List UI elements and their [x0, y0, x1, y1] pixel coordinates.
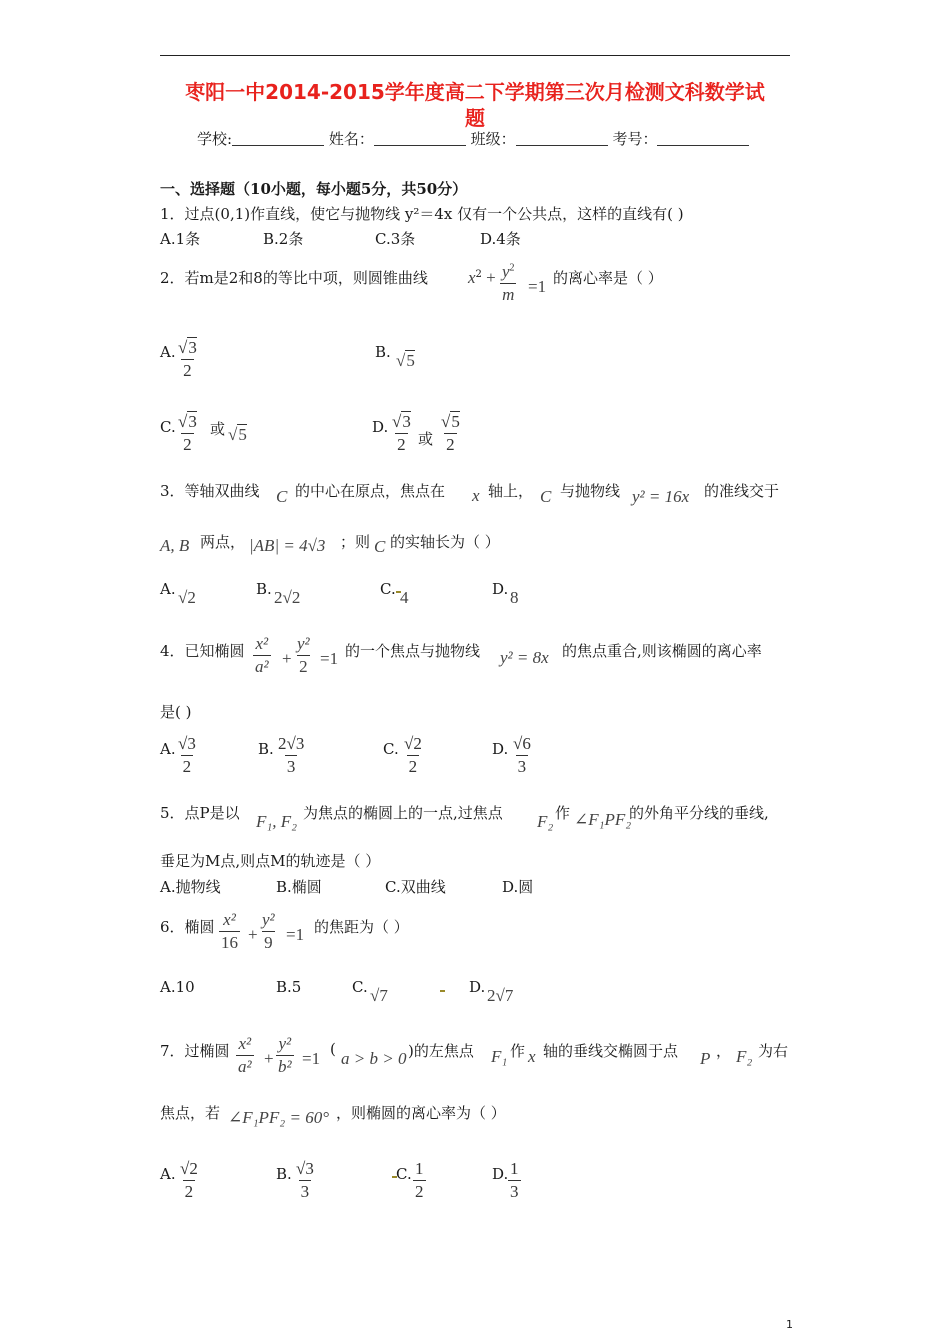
q4-option-d-value: $\frac{√6}{3}$ — [513, 734, 531, 776]
question-6-text-b: 的焦距为（ ） — [314, 918, 409, 936]
name-label: 姓名： — [328, 130, 374, 148]
q7-symbol-x: x — [528, 1047, 536, 1066]
q4-fraction-y: $\frac{\text{y²}}{2}$ — [297, 634, 310, 676]
q3-symbol-x: x — [472, 486, 480, 505]
q4-option-a-value: $\frac{√3}{2}$ — [178, 734, 196, 776]
q3-symbol-c2: C — [540, 487, 552, 506]
q7-fraction-y: $\frac{\text{y²}}{\text{b²}}$ — [278, 1034, 292, 1076]
question-6-text-a: 6．椭圆 — [160, 918, 215, 936]
q3-parabola: y² = 16x — [632, 487, 690, 506]
q7-focus-f1: F₁ — [491, 1047, 508, 1066]
q2-option-c-label: C. — [160, 418, 176, 436]
q2-conic-equation: $x^2$ + — [468, 268, 496, 287]
school-blank[interactable] — [232, 131, 324, 146]
question-3-text-e: 的准线交于 — [704, 482, 780, 500]
q7-point-p: P — [700, 1049, 711, 1068]
q2-option-d-value2: $\frac{√5}{2}$ — [441, 412, 460, 454]
q7-option-d-label: D. — [492, 1165, 509, 1183]
q7-option-c-label: C. — [396, 1165, 412, 1183]
q4-fraction-x: $\frac{\text{x²}}{\text{a²}}$ — [255, 634, 269, 676]
q2-option-b-label: B. — [375, 343, 391, 361]
q2-option-c-value2: √5 — [228, 425, 247, 444]
q7-plus: + — [264, 1049, 274, 1068]
q4-option-b-value: $\frac{2√3}{3}$ — [278, 734, 305, 776]
question-7-text-h: 焦点，若 — [160, 1104, 221, 1122]
stray-mark — [440, 990, 445, 992]
q2-option-a-value: $\frac{√3}{2}$ — [178, 338, 197, 380]
q7-angle: ∠F₁PF₂ = 60° — [228, 1108, 329, 1127]
q6-option-d-label: D. — [469, 978, 486, 996]
header-rule — [160, 55, 790, 56]
q7-focus-f2: F₂ — [736, 1047, 753, 1066]
q4-plus: + — [282, 649, 292, 668]
q6-option-d-value: 2√7 — [487, 986, 514, 1005]
q2-eq-rhs: =1 — [528, 277, 547, 296]
q3-symbol-c: C — [276, 487, 288, 506]
question-7-text-f: ， — [716, 1042, 732, 1060]
q2-option-c-or: 或 — [210, 420, 226, 438]
question-7-text-e: 轴的垂线交椭圆于点 — [543, 1042, 679, 1060]
q3-option-b-label: B. — [256, 580, 272, 598]
q6-option-c-label: C. — [352, 978, 368, 996]
q7-option-d-value: $\frac{1}{3}$ — [510, 1159, 519, 1201]
q3-abs-ab: |AB| = 4√3 — [249, 536, 326, 555]
q6-plus: + — [248, 925, 258, 944]
q4-option-c-value: $\frac{√2}{2}$ — [404, 734, 422, 776]
question-7-text-b: ( — [330, 1040, 336, 1058]
class-blank[interactable] — [516, 131, 608, 146]
question-2-tail: 的离心率是（ ） — [553, 269, 663, 287]
q6-fraction-x: $\frac{\text{x²}}{16}$ — [221, 910, 238, 952]
question-3-text-c: 轴上， — [488, 482, 534, 500]
q5-focus-f2: F₂ — [537, 812, 554, 831]
q7-fraction-x: $\frac{\text{x²}}{\text{a²}}$ — [238, 1034, 252, 1076]
q3-symbol-c3: C — [374, 537, 386, 556]
question-1: 1．过点(0,1)作直线，使它与抛物线 y²＝4x 仅有一个公共点，这样的直线有( ) — [160, 205, 684, 223]
q6-eq-rhs: =1 — [286, 925, 305, 944]
name-blank[interactable] — [374, 131, 466, 146]
q6-fraction-y: $\frac{\text{y²}}{9}$ — [262, 910, 275, 952]
q3-option-c-value: 4 — [400, 588, 409, 607]
q3-option-c-label: C. — [380, 580, 396, 598]
q5-option-c: C.双曲线 — [385, 878, 446, 896]
question-7-text-g: 为右 — [758, 1042, 789, 1060]
page-title-cont: 题 — [465, 106, 485, 130]
question-7-text-d: 作 — [510, 1042, 526, 1060]
exam-no-blank[interactable] — [657, 131, 749, 146]
question-3-text-g: ；则 — [340, 533, 371, 551]
exam-no-label: 考号： — [612, 130, 658, 148]
q3-option-b-value: 2√2 — [274, 588, 301, 607]
q7-condition: a > b > 0 — [341, 1049, 407, 1068]
page-title: 枣阳一中2014-2015学年度高二下学期第三次月检测文科数学试 — [185, 80, 765, 104]
q3-points-ab: A, B — [160, 536, 190, 555]
question-5-text-e: 垂足为M点,则点M的轨迹是（ ） — [160, 852, 381, 870]
q5-foci: F₁, F₂ — [256, 812, 298, 831]
question-4-text-b: 的一个焦点与抛物线 — [345, 642, 481, 660]
q7-option-b-label: B. — [276, 1165, 292, 1183]
question-4-text-a: 4．已知椭圆 — [160, 642, 245, 660]
q5-option-b: B.椭圆 — [276, 878, 322, 896]
q1-option-c: C.3条 — [375, 230, 416, 248]
q7-option-b-value: $\frac{√3}{3}$ — [296, 1159, 314, 1201]
question-7-text-c: )的左焦点 — [408, 1042, 474, 1060]
q4-option-c-label: C. — [383, 740, 399, 758]
question-2-text: 2．若m是2和8的等比中项，则圆锥曲线 — [160, 269, 428, 287]
question-5-text-d: 的外角平分线的垂线, — [629, 804, 769, 822]
q7-option-a-value: $\frac{√2}{2}$ — [180, 1159, 198, 1201]
q2-option-d-or: 或 — [418, 430, 434, 448]
q3-option-a-label: A. — [160, 580, 176, 598]
q2-option-a-label: A. — [160, 343, 176, 361]
q3-option-d-label: D. — [492, 580, 509, 598]
q6-option-c-value: √7 — [370, 986, 388, 1005]
q2-option-b-value: √5 — [396, 351, 415, 370]
question-3-text-d: 与抛物线 — [560, 482, 621, 500]
question-3-text-a: 3．等轴双曲线 — [160, 482, 260, 500]
q7-option-c-value: $\frac{1}{2}$ — [415, 1159, 424, 1201]
q4-option-a-label: A. — [160, 740, 176, 758]
page-number: 1 — [786, 1318, 793, 1331]
question-3-text-f: 两点， — [200, 533, 246, 551]
q4-eq-rhs: =1 — [320, 649, 339, 668]
q4-option-d-label: D. — [492, 740, 509, 758]
q1-option-b: B.2条 — [263, 230, 304, 248]
q2-option-c-value1: $\frac{√3}{2}$ — [178, 412, 197, 454]
q4-parabola: y² = 8x — [500, 648, 549, 667]
q1-option-a: A.1条 — [160, 230, 201, 248]
q5-option-d: D.圆 — [502, 878, 534, 896]
school-label: 学校: — [197, 130, 233, 148]
q5-angle: ∠F₁PF₂ — [574, 810, 632, 829]
question-4-text-c: 的焦点重合,则该椭圆的离心率 — [562, 642, 762, 660]
q3-option-a-value: √2 — [178, 588, 196, 607]
q7-option-a-label: A. — [160, 1165, 176, 1183]
q7-eq-rhs: =1 — [302, 1049, 321, 1068]
q5-option-a: A.抛物线 — [160, 878, 221, 896]
section-heading: 一、选择题（10小题，每小题5分，共50分） — [160, 180, 468, 198]
question-4-text-d: 是( ) — [160, 703, 192, 721]
q1-option-d: D.4条 — [480, 230, 521, 248]
q6-option-b: B.5 — [276, 978, 302, 996]
question-3-text-b: 的中心在原点，焦点在 — [295, 482, 446, 500]
q3-option-d-value: 8 — [510, 588, 519, 607]
question-5-text-c: 作 — [555, 804, 571, 822]
class-label: 班级： — [470, 130, 516, 148]
question-5-text-b: 为焦点的椭圆上的一点,过焦点 — [303, 804, 503, 822]
q6-option-a: A.10 — [160, 978, 195, 996]
question-7-text-i: ，则椭圆的离心率为（ ） — [336, 1104, 506, 1122]
q2-fraction: $\frac{y^2}{m}$ — [502, 262, 515, 304]
question-3-text-h: 的实轴长为（ ） — [390, 533, 500, 551]
question-7-text-a: 7．过椭圆 — [160, 1042, 230, 1060]
student-info-row — [197, 128, 749, 149]
question-5-text-a: 5．点P是以 — [160, 804, 240, 822]
q4-option-b-label: B. — [258, 740, 274, 758]
q2-option-d-label: D. — [372, 418, 389, 436]
q2-option-d-value1: $\frac{√3}{2}$ — [392, 412, 411, 454]
